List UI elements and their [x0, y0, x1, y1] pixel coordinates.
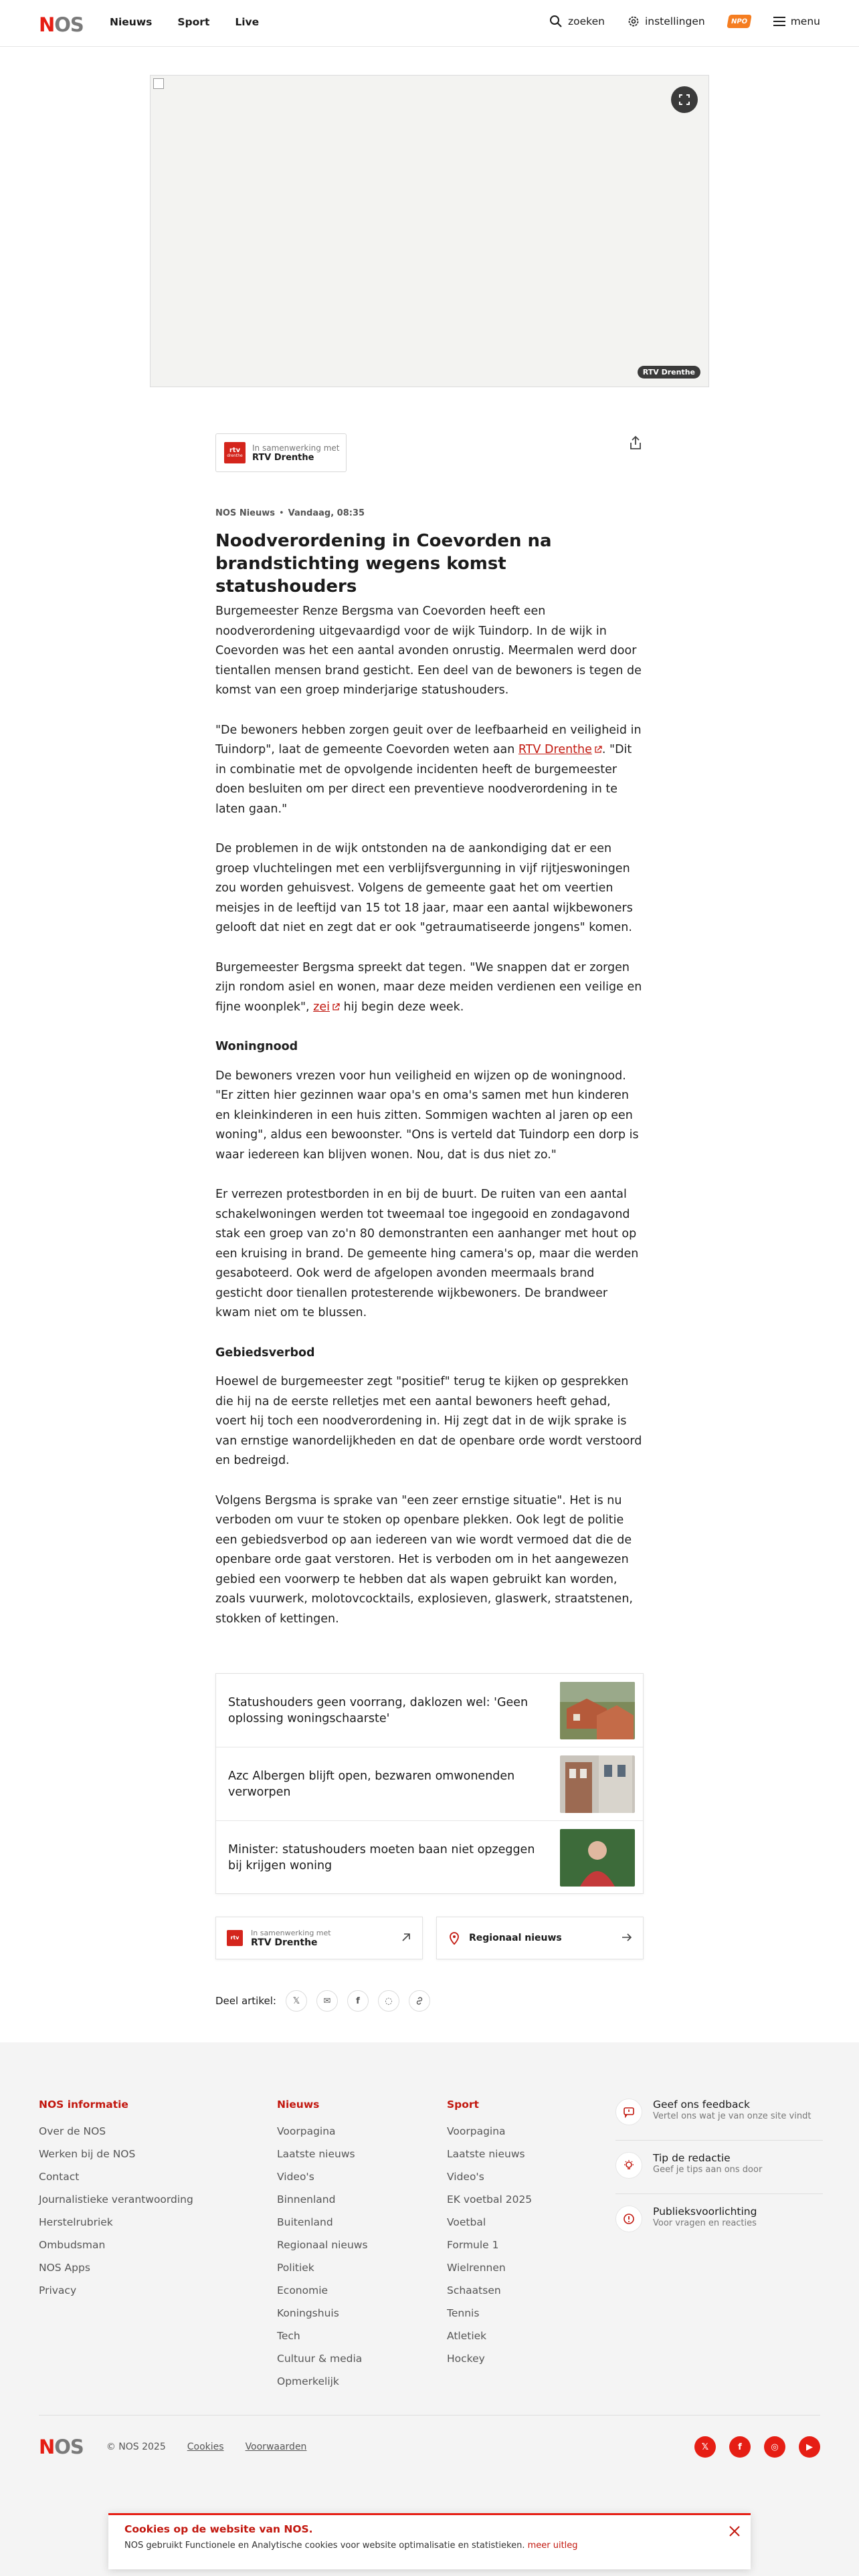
close-icon[interactable]	[728, 2525, 741, 2538]
paragraph: Burgemeester Bergsma spreekt dat tegen. "We snappen dat er zorgen zijn rondom asiel en wonen, maar deze meiden verdienen een veilige en fijne woonplek", zei hij begin deze week.	[215, 960, 642, 1014]
article-time: Vandaag, 08:35	[288, 508, 365, 518]
related-article-title: Azc Albergen blijft open, bezwaren omwonenden verworpen	[228, 1769, 515, 1799]
footer-link[interactable]: Buitenland	[277, 2216, 333, 2228]
regional-news-card[interactable]	[436, 1917, 644, 1959]
hamburger-icon	[773, 17, 785, 26]
cookie-text: NOS gebruikt Functionele en Analytische cookies voor website optimalisatie en statistieken. meer uitleg	[124, 2541, 578, 2551]
settings-label: instellingen	[644, 15, 705, 27]
instagram-icon[interactable]: ◎	[764, 2436, 785, 2458]
related-article[interactable]	[216, 1747, 643, 1821]
footer-bottom	[39, 2436, 820, 2458]
partner-label: In samenwerking met	[252, 443, 340, 453]
rtv-drenthe-logo: rtv drenthe	[224, 442, 246, 463]
section-heading: Gebiedsverbod	[215, 1346, 315, 1360]
related-thumbnail-housing	[560, 1682, 635, 1739]
footer-link[interactable]: Laatste nieuws	[447, 2148, 525, 2160]
section-heading: Woningnood	[215, 1040, 298, 1053]
footer-link[interactable]: Video's	[277, 2171, 314, 2183]
article-source: NOS Nieuws	[215, 508, 275, 518]
share-whatsapp-button[interactable]	[378, 1990, 399, 2012]
footer-link[interactable]: Voorpagina	[277, 2125, 336, 2137]
footer-link[interactable]: Voorpagina	[447, 2125, 506, 2137]
lightbulb-icon	[615, 2152, 642, 2179]
share-link-button[interactable]	[409, 1990, 430, 2012]
facebook-icon[interactable]: f	[729, 2436, 751, 2458]
paragraph: Er verrezen protestborden in en bij de buurt. De ruiten van een aantal schakelwoningen werden tot tweemaal toe ingegooid en zondagavond stak een groep van zo'n 80 demonstranten een aanhanger met hout op een kruising in brand. De gemeente hing camera's op, maar die werden gesaboteerd. Ook werd de afgelopen avonden meermaals brand gesticht door tienallen protesterende wijkbewoners. De brandweer kwam niet om te blussen.	[215, 1188, 639, 1319]
main-nav	[110, 16, 259, 28]
npo-badge[interactable]: NPO	[727, 15, 752, 28]
article-meta: NOS Nieuws • Vandaag, 08:35	[215, 508, 365, 518]
related-thumbnail-building	[560, 1755, 635, 1813]
footer-link[interactable]: Koningshuis	[277, 2307, 339, 2319]
youtube-icon[interactable]: ▶	[799, 2436, 820, 2458]
footer-link[interactable]: Hockey	[447, 2353, 485, 2365]
nav-item-sport[interactable]: Sport	[177, 16, 210, 28]
footer-link[interactable]: NOS Apps	[39, 2262, 90, 2274]
footer-link[interactable]: Werken bij de NOS	[39, 2148, 136, 2160]
article-title: Noodverordening in Coevorden na brandstichting wegens komst statushouders	[215, 531, 552, 597]
whatsapp-icon: ◌	[385, 1996, 393, 2006]
footer-heading: NOS informatie	[39, 2099, 128, 2111]
footer-link[interactable]: Tech	[277, 2330, 300, 2342]
location-pin-icon	[448, 1931, 461, 1945]
site-footer	[0, 2042, 859, 2576]
rtv-drenthe-logo: rtv	[227, 1930, 243, 1946]
share-label: Deel artikel:	[215, 1995, 276, 2007]
footer-link[interactable]: Politiek	[277, 2262, 314, 2274]
paragraph: Volgens Bergsma is sprake van "een zeer ernstige situatie". Het is nu verboden om vuur te stoken op openbare plekken. Ook legt de politie een gebiedsverbod op aan iedereen van wie wordt vermoed dat die de openbare orde gaat verstoren. Het is verboden om in het aangewezen gebied een voorwerp te hebben dat als wapen gebruikt kan worden, zoals vuurwerk, molotovcocktails, explosieven, glaswerk, straatstenen, stokken of kettingen.	[215, 1493, 633, 1626]
x-icon: 𝕏	[292, 1996, 300, 2006]
nos-logo[interactable]: NOS	[39, 13, 84, 36]
feedback-block[interactable]: Geef ons feedback Vertel ons wat je van onze site vindt	[615, 2099, 823, 2125]
partner-label: In samenwerking met	[251, 1928, 331, 1937]
fullscreen-button[interactable]	[671, 86, 698, 113]
link-icon	[415, 1996, 424, 2006]
broken-image-icon	[153, 78, 164, 89]
cookie-more-link[interactable]: meer uitleg	[527, 2541, 578, 2551]
footer-col-nieuws	[277, 2099, 368, 2393]
regional-news-label: Regionaal nieuws	[469, 1933, 562, 1943]
footer-link[interactable]: Ombudsman	[39, 2239, 106, 2251]
nav-item-live[interactable]: Live	[235, 16, 260, 28]
search-icon	[549, 15, 563, 28]
footer-link[interactable]: Video's	[447, 2171, 484, 2183]
media-credit: RTV Drenthe	[638, 366, 700, 379]
nav-item-nieuws[interactable]: Nieuws	[110, 16, 153, 28]
arrow-right-icon	[622, 1932, 632, 1943]
footer-link[interactable]: Opmerkelijk	[277, 2375, 339, 2387]
share-icon[interactable]	[628, 435, 644, 451]
footer-link[interactable]: Wielrennen	[447, 2262, 506, 2274]
share-bar	[215, 1990, 430, 2012]
footer-link[interactable]: Privacy	[39, 2284, 77, 2296]
zei-link[interactable]: zei	[313, 1000, 330, 1014]
search-button[interactable]	[549, 15, 605, 28]
footer-link[interactable]: Regionaal nieuws	[277, 2239, 368, 2251]
related-article-title: Statushouders geen voorrang, daklozen wel: 'Geen oplossing woningschaarste'	[228, 1695, 529, 1725]
related-articles	[215, 1673, 644, 1894]
footer-link[interactable]: Voetbal	[447, 2216, 486, 2228]
footer-link[interactable]: Atletiek	[447, 2330, 487, 2342]
menu-label: menu	[790, 15, 820, 27]
related-article[interactable]	[216, 1821, 643, 1895]
related-thumbnail-minister	[560, 1829, 635, 1887]
paragraph: De problemen in de wijk ontstonden na de aankondiging dat er een groep vluchtelingen met een verblijfsvergunning in vijf rijtjeswoningen zou worden gehuisvest. Volgens de gemeente gaat het om veertien meisjes in de leeftijd van 15 tot 18 jaar, maar een aantal wijkbewoners gelooft dat niet en zegt dat er ook "getraumatiseerde jongens" komen.	[215, 842, 633, 934]
partner-card[interactable]	[215, 1917, 423, 1959]
header-actions	[549, 15, 820, 28]
tip-block[interactable]: Tip de redactie Geef je tips aan ons door	[615, 2152, 823, 2179]
paragraph: "De bewoners hebben zorgen geuit over de leefbaarheid en veiligheid in Tuindorp", laat de gemeente Coevorden weten aan RTV Drenthe . "Dit in combinatie met de opvolgende incidenten heeft de burgemeester doen besluiten om per direct een preventieve noodverordening in te laten gaan."	[215, 723, 642, 816]
partner-badge[interactable]	[215, 433, 347, 472]
footer-heading: Sport	[447, 2099, 479, 2111]
rtv-drenthe-link[interactable]: RTV Drenthe	[518, 743, 592, 756]
cookie-title: Cookies op de website van NOS.	[124, 2523, 313, 2535]
footer-link[interactable]: Binnenland	[277, 2193, 336, 2206]
site-header	[0, 0, 859, 47]
footer-link[interactable]: Contact	[39, 2171, 80, 2183]
fullscreen-icon	[679, 94, 690, 105]
cookies-link[interactable]: Cookies	[187, 2442, 224, 2452]
related-article[interactable]	[216, 1674, 643, 1747]
copyright: © NOS 2025	[106, 2442, 166, 2452]
menu-button[interactable]	[773, 15, 820, 27]
partner-name: RTV Drenthe	[251, 1937, 318, 1948]
settings-button[interactable]	[628, 15, 705, 27]
share-mail-button[interactable]	[316, 1990, 338, 2012]
info-icon	[615, 2206, 642, 2232]
partner-name: RTV Drenthe	[252, 452, 314, 463]
paragraph: De bewoners vrezen voor hun veiligheid en wijzen op de woningnood. "Er zitten hier gezinnen waar opa's en oma's samen met hun kinderen en kleinkinderen in een huis zitten. Sommigen wachten al jaren op een woning", aldus een bewoonster. "Ons is verteld dat Tuindorp een dorp is waar iedereen kan blijven wonen. Nou, dat is dus niet zo."	[215, 1069, 639, 1162]
external-link-icon	[332, 1003, 340, 1011]
divider	[615, 2140, 823, 2141]
paragraph: Hoewel de burgemeester zegt "positief" terug te kijken op gesprekken die hij na de eerste relletjes met een aantal bewoners heeft gehad, voert hij toch een noodverordening in. Hij zegt dat in de wijk sprake is van ernstige wanordelijkheden en dat de openbare orde wordt verstoord en bedreigd.	[215, 1375, 642, 1467]
mail-icon: ✉	[323, 1996, 331, 2006]
footer-link[interactable]: Economie	[277, 2284, 328, 2296]
cookie-banner	[108, 2513, 751, 2569]
share-facebook-button[interactable]	[347, 1990, 369, 2012]
paragraph: Burgemeester Renze Bergsma van Coevorden heeft een noodverordening uitgevaardigd voor de wijk Tuindorp. In de wijk in Coevorden was het een aantal avonden onrustig. Meermalen werd door tientallen mensen brand gesticht. Een deel van de bewoners is tegen de komst van een groep minderjarige statushouders.	[215, 605, 642, 697]
footer-link[interactable]: Formule 1	[447, 2239, 499, 2251]
divider	[615, 2193, 823, 2194]
gear-icon	[628, 15, 640, 27]
footer-link[interactable]: Laatste nieuws	[277, 2148, 355, 2160]
footer-link[interactable]: Cultuur & media	[277, 2353, 363, 2365]
article-body	[215, 602, 644, 1649]
facebook-icon: f	[356, 1996, 360, 2006]
footer-divider	[39, 2415, 820, 2416]
footer-col-sport	[447, 2099, 532, 2370]
search-label: zoeken	[567, 15, 605, 27]
info-block[interactable]: Publieksvoorlichting Voor vragen en reacties	[615, 2206, 823, 2232]
x-icon[interactable]: 𝕏	[694, 2436, 716, 2458]
footer-link[interactable]: Herstelrubriek	[39, 2216, 113, 2228]
footer-link[interactable]: Schaatsen	[447, 2284, 501, 2296]
footer-link[interactable]: Tennis	[447, 2307, 480, 2319]
social-links	[694, 2436, 820, 2458]
article-footer-cards	[215, 1917, 644, 1959]
related-article-title: Minister: statushouders moeten baan niet opzeggen bij krijgen woning	[228, 1843, 535, 1872]
footer-link[interactable]: Over de NOS	[39, 2125, 106, 2137]
footer-col-info	[39, 2099, 193, 2302]
terms-link[interactable]: Voorwaarden	[245, 2442, 307, 2452]
feedback-icon	[615, 2099, 642, 2125]
nos-logo[interactable]: NOS	[39, 2436, 84, 2458]
share-x-button[interactable]	[286, 1990, 307, 2012]
footer-link[interactable]: EK voetbal 2025	[447, 2193, 533, 2206]
footer-link[interactable]: Journalistieke verantwoording	[39, 2193, 193, 2206]
external-link-icon	[594, 746, 602, 754]
external-arrow-icon	[401, 1932, 411, 1943]
footer-heading: Nieuws	[277, 2099, 320, 2111]
article-video-player[interactable]	[150, 75, 709, 387]
